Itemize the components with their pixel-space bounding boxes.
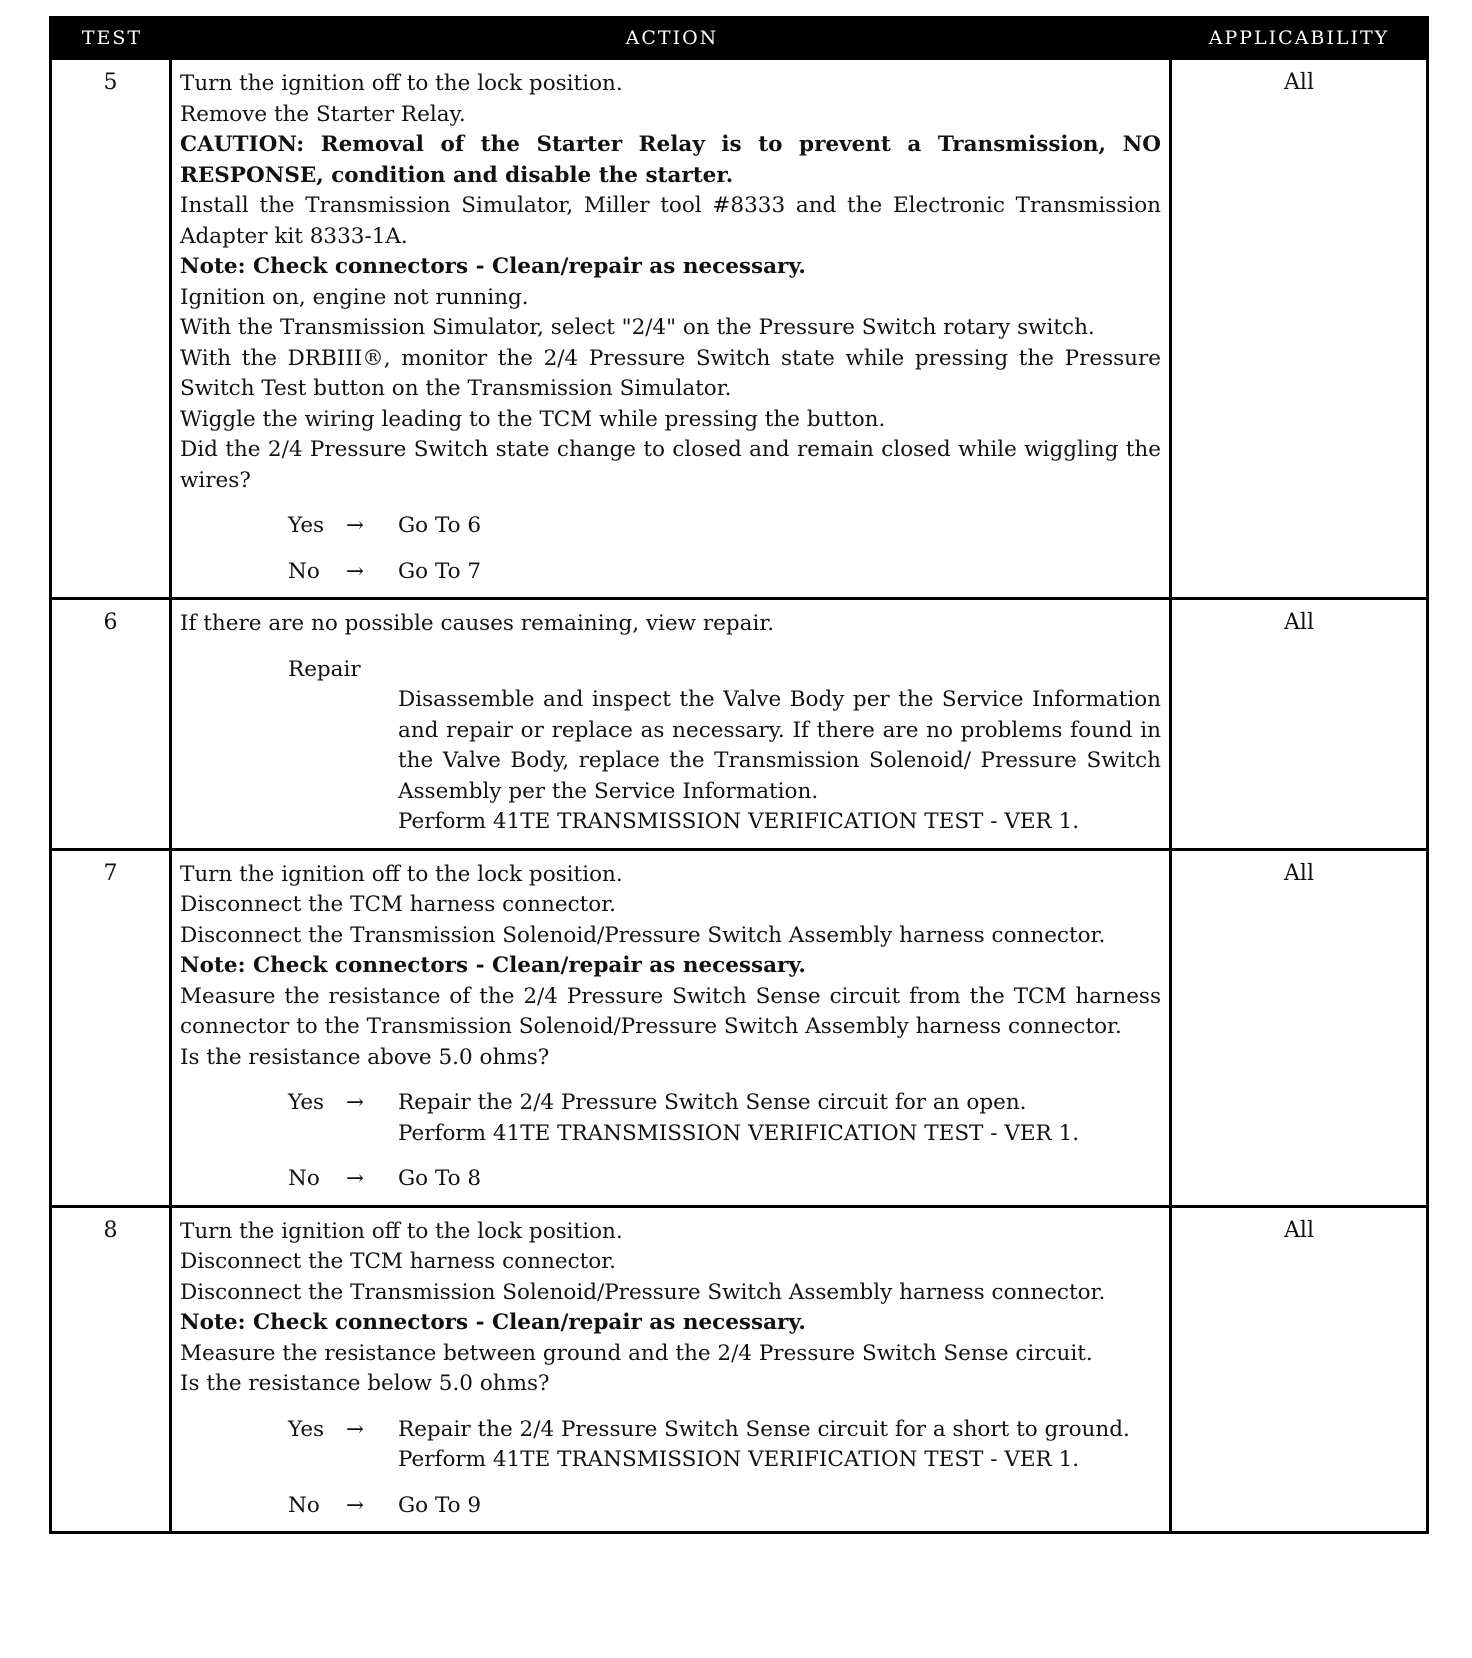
no-result: Go To 7 bbox=[398, 558, 482, 584]
no-branch bbox=[288, 1491, 1161, 1522]
yes-result: Go To 6 bbox=[398, 513, 482, 538]
yes-branch bbox=[288, 1088, 1161, 1149]
applicability-value: All bbox=[1284, 1217, 1314, 1243]
action-line: Install the Transmission Simulator, Miller tool #8333 and the Electronic Transmission Adapter kit 8333-1A. bbox=[180, 193, 1161, 249]
arrow-icon: → bbox=[346, 513, 365, 538]
no-result: Go To 8 bbox=[398, 1166, 482, 1191]
table-row bbox=[52, 848, 1426, 1205]
yes-label: Yes bbox=[288, 513, 325, 538]
yes-branch bbox=[288, 1415, 1161, 1476]
action-cell bbox=[172, 851, 1172, 1205]
action-line: Turn the ignition off to the lock position. bbox=[180, 71, 623, 96]
yes-result-line: Repair the 2/4 Pressure Switch Sense circuit for an open. bbox=[398, 1090, 1027, 1115]
action-cell bbox=[172, 600, 1172, 848]
action-line: Wiggle the wiring leading to the TCM while pressing the button. bbox=[180, 406, 886, 432]
no-branch bbox=[288, 1164, 1161, 1195]
no-label: No bbox=[288, 558, 320, 584]
test-number: 7 bbox=[52, 851, 172, 1205]
yes-result bbox=[398, 1415, 1161, 1476]
action-line: Remove the Starter Relay. bbox=[180, 101, 466, 127]
action-line: If there are no possible causes remaining, view repair. bbox=[180, 611, 775, 636]
action-line: Disconnect the Transmission Solenoid/Pressure Switch Assembly harness connector. bbox=[180, 922, 1106, 948]
connector-note: Note: Check connectors - Clean/repair as necessary. bbox=[180, 254, 806, 279]
repair-label: Repair bbox=[288, 656, 361, 682]
action-cell bbox=[172, 1208, 1172, 1532]
action-line: With the DRBIII®, monitor the 2/4 Pressure Switch state while pressing the Pressure Switch Test button on the Transmission Simulator. bbox=[180, 345, 1161, 401]
action-line: With the Transmission Simulator, select "2/4" on the Pressure Switch rotary switch. bbox=[180, 315, 1095, 340]
question-line: Did the 2/4 Pressure Switch state change to closed and remain closed while wiggling the wires? bbox=[180, 437, 1161, 493]
applicability-value: All bbox=[1284, 70, 1314, 95]
arrow-icon: → bbox=[346, 1090, 365, 1115]
no-label: No bbox=[288, 1166, 320, 1191]
action-line: Disconnect the Transmission Solenoid/Pressure Switch Assembly harness connector. bbox=[180, 1279, 1106, 1305]
no-branch bbox=[288, 557, 1161, 588]
yes-result-verify: Perform 41TE TRANSMISSION VERIFICATION TEST - VER 1. bbox=[398, 1447, 1080, 1472]
yes-label: Yes bbox=[288, 1090, 325, 1115]
arrow-icon: → bbox=[346, 558, 365, 584]
arrow-icon: → bbox=[346, 1166, 365, 1191]
table-header bbox=[52, 19, 1426, 57]
repair-verify: Perform 41TE TRANSMISSION VERIFICATION TEST - VER 1. bbox=[398, 809, 1080, 834]
connector-note: Note: Check connectors - Clean/repair as necessary. bbox=[180, 1310, 806, 1335]
action-cell bbox=[172, 60, 1172, 597]
action-line: Disconnect the TCM harness connector. bbox=[180, 892, 616, 917]
table-row bbox=[52, 1205, 1426, 1532]
header-applicability: APPLICABILITY bbox=[1208, 27, 1390, 49]
action-line: Turn the ignition off to the lock position. bbox=[180, 1218, 623, 1244]
action-line: Turn the ignition off to the lock position. bbox=[180, 861, 623, 887]
arrow-icon: → bbox=[346, 1492, 365, 1518]
test-number: 5 bbox=[52, 60, 172, 597]
question-line: Is the resistance above 5.0 ohms? bbox=[180, 1044, 550, 1070]
arrow-icon: → bbox=[346, 1416, 365, 1442]
header-test: TEST bbox=[81, 27, 143, 49]
table-row bbox=[52, 597, 1426, 848]
action-line: Ignition on, engine not running. bbox=[180, 284, 529, 310]
action-line: Disconnect the TCM harness connector. bbox=[180, 1249, 616, 1274]
yes-result bbox=[398, 1088, 1161, 1149]
no-result: Go To 9 bbox=[398, 1492, 482, 1518]
table-row bbox=[52, 57, 1426, 597]
header-action: ACTION bbox=[625, 27, 719, 49]
test-number: 6 bbox=[52, 600, 172, 848]
applicability-value: All bbox=[1284, 860, 1314, 886]
no-label: No bbox=[288, 1492, 320, 1518]
yes-result-line: Repair the 2/4 Pressure Switch Sense circuit for a short to ground. bbox=[398, 1416, 1130, 1442]
yes-label: Yes bbox=[288, 1416, 325, 1442]
repair-text: Disassemble and inspect the Valve Body per the Service Information and repair or replace as necessary. If there are no problems found in the Valve Body, replace the Transmission Solenoid/ Pressure Switch Assembly per the Service Information. bbox=[398, 687, 1161, 804]
test-number: 8 bbox=[52, 1208, 172, 1532]
diagnostic-test-table bbox=[49, 16, 1429, 1534]
applicability-value: All bbox=[1284, 610, 1314, 635]
yes-result-verify: Perform 41TE TRANSMISSION VERIFICATION TEST - VER 1. bbox=[398, 1120, 1080, 1146]
action-line: Measure the resistance of the 2/4 Pressure Switch Sense circuit from the TCM harness connector to the Transmission Solenoid/Pressure Switch Assembly harness connector. bbox=[180, 983, 1161, 1039]
connector-note: Note: Check connectors - Clean/repair as necessary. bbox=[180, 953, 806, 978]
question-line: Is the resistance below 5.0 ohms? bbox=[180, 1371, 550, 1396]
yes-branch bbox=[288, 511, 1161, 542]
action-line: Measure the resistance between ground and the 2/4 Pressure Switch Sense circuit. bbox=[180, 1340, 1093, 1366]
caution-note: CAUTION: Removal of the Starter Relay is to prevent a Transmission, NO RESPONSE, condition and disable the starter. bbox=[180, 132, 1161, 188]
